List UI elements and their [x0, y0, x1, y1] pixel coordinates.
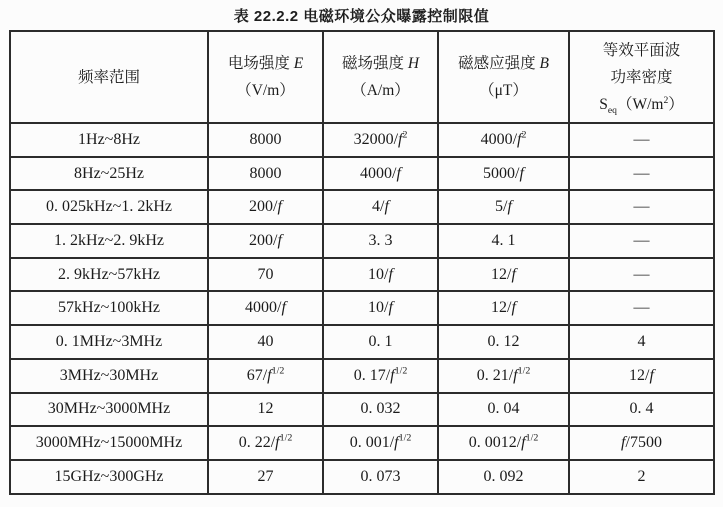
cell-magnetic-field-strength: $32000/f^2$ [323, 123, 438, 157]
cell-magnetic-flux-density: 12/f [438, 258, 569, 292]
cell-electric-field-strength: 8000 [208, 157, 323, 191]
cell-magnetic-field-strength: 3. 3 [323, 224, 438, 258]
cell-magnetic-field-strength: 4000/f [323, 157, 438, 191]
cell-frequency-range: 15GHz~300GHz [10, 460, 208, 494]
cell-frequency-range: 1. 2kHz~2. 9kHz [10, 224, 208, 258]
cell-magnetic-flux-density: 5/f [438, 190, 569, 224]
cell-equivalent-power-density: — [569, 291, 714, 325]
cell-frequency-range: 1Hz~8Hz [10, 123, 208, 157]
table-row [10, 157, 714, 191]
cell-frequency-range: 3000MHz~15000MHz [10, 426, 208, 460]
cell-magnetic-flux-density: $4000/f^2$ [438, 123, 569, 157]
cell-equivalent-power-density: 4 [569, 325, 714, 359]
cell-equivalent-power-density: — [569, 258, 714, 292]
cell-electric-field-strength: 4000/f [208, 291, 323, 325]
table-row [10, 393, 714, 427]
cell-magnetic-field-strength: 0. 1 [323, 325, 438, 359]
table-row [10, 359, 714, 393]
cell-electric-field-strength: 70 [208, 258, 323, 292]
cell-magnetic-flux-density: 0. 12 [438, 325, 569, 359]
table-header-row [10, 31, 714, 123]
cell-magnetic-field-strength: 0. 073 [323, 460, 438, 494]
cell-equivalent-power-density: 0. 4 [569, 393, 714, 427]
cell-frequency-range: 3MHz~30MHz [10, 359, 208, 393]
cell-equivalent-power-density: 12/f [569, 359, 714, 393]
cell-electric-field-strength: 12 [208, 393, 323, 427]
table-row [10, 325, 714, 359]
cell-equivalent-power-density: 2 [569, 460, 714, 494]
cell-magnetic-field-strength: 10/f [323, 258, 438, 292]
cell-electric-field-strength: 200/f [208, 190, 323, 224]
table-row [10, 123, 714, 157]
cell-magnetic-flux-density: 4. 1 [438, 224, 569, 258]
cell-electric-field-strength: 200/f [208, 224, 323, 258]
cell-magnetic-field-strength: 0. 032 [323, 393, 438, 427]
cell-magnetic-field-strength: 0. $17/f^{1/2}$ [323, 359, 438, 393]
column-header-electric-field-strength: 电场强度 E （V/m） [208, 31, 323, 123]
cell-magnetic-field-strength: 0. $001/f^{1/2}$ [323, 426, 438, 460]
cell-electric-field-strength: 0. $22/f^{1/2}$ [208, 426, 323, 460]
cell-frequency-range: 30MHz~3000MHz [10, 393, 208, 427]
column-header-magnetic-flux-density: 磁感应强度 B （μT） [438, 31, 569, 123]
cell-magnetic-flux-density: 0. $21/f^{1/2}$ [438, 359, 569, 393]
table-row [10, 224, 714, 258]
cell-magnetic-flux-density: 0. 092 [438, 460, 569, 494]
table-row [10, 291, 714, 325]
cell-magnetic-flux-density: 5000/f [438, 157, 569, 191]
cell-magnetic-field-strength: 10/f [323, 291, 438, 325]
cell-equivalent-power-density: f/7500 [569, 426, 714, 460]
cell-electric-field-strength: 8000 [208, 123, 323, 157]
table-row [10, 190, 714, 224]
table-caption: 表 22.2.2 电磁环境公众曝露控制限值 [233, 8, 490, 25]
column-header-frequency-range: 频率范围 [10, 31, 208, 123]
cell-electric-field-strength: $67/f^{1/2}$ [208, 359, 323, 393]
cell-frequency-range: 0. 1MHz~3MHz [10, 325, 208, 359]
cell-magnetic-field-strength: 4/f [323, 190, 438, 224]
cell-frequency-range: 2. 9kHz~57kHz [10, 258, 208, 292]
cell-magnetic-flux-density: 12/f [438, 291, 569, 325]
cell-magnetic-flux-density: 0. $0012/f^{1/2}$ [438, 426, 569, 460]
table-row [10, 426, 714, 460]
cell-electric-field-strength: 27 [208, 460, 323, 494]
table-body [10, 123, 714, 494]
cell-frequency-range: 8Hz~25Hz [10, 157, 208, 191]
cell-frequency-range: 57kHz~100kHz [10, 291, 208, 325]
cell-equivalent-power-density: — [569, 224, 714, 258]
column-header-magnetic-field-strength: 磁场强度 H （A/m） [323, 31, 438, 123]
cell-magnetic-flux-density: 0. 04 [438, 393, 569, 427]
exposure-limits-table [9, 30, 715, 495]
table-row [10, 258, 714, 292]
cell-equivalent-power-density: — [569, 190, 714, 224]
cell-frequency-range: 0. 025kHz~1. 2kHz [10, 190, 208, 224]
cell-equivalent-power-density: — [569, 157, 714, 191]
table-row [10, 460, 714, 494]
cell-equivalent-power-density: — [569, 123, 714, 157]
column-header-equivalent-power-density: 等效平面波 功率密度 $S_{eq}(W/m^2)$ [569, 31, 714, 123]
cell-electric-field-strength: 40 [208, 325, 323, 359]
